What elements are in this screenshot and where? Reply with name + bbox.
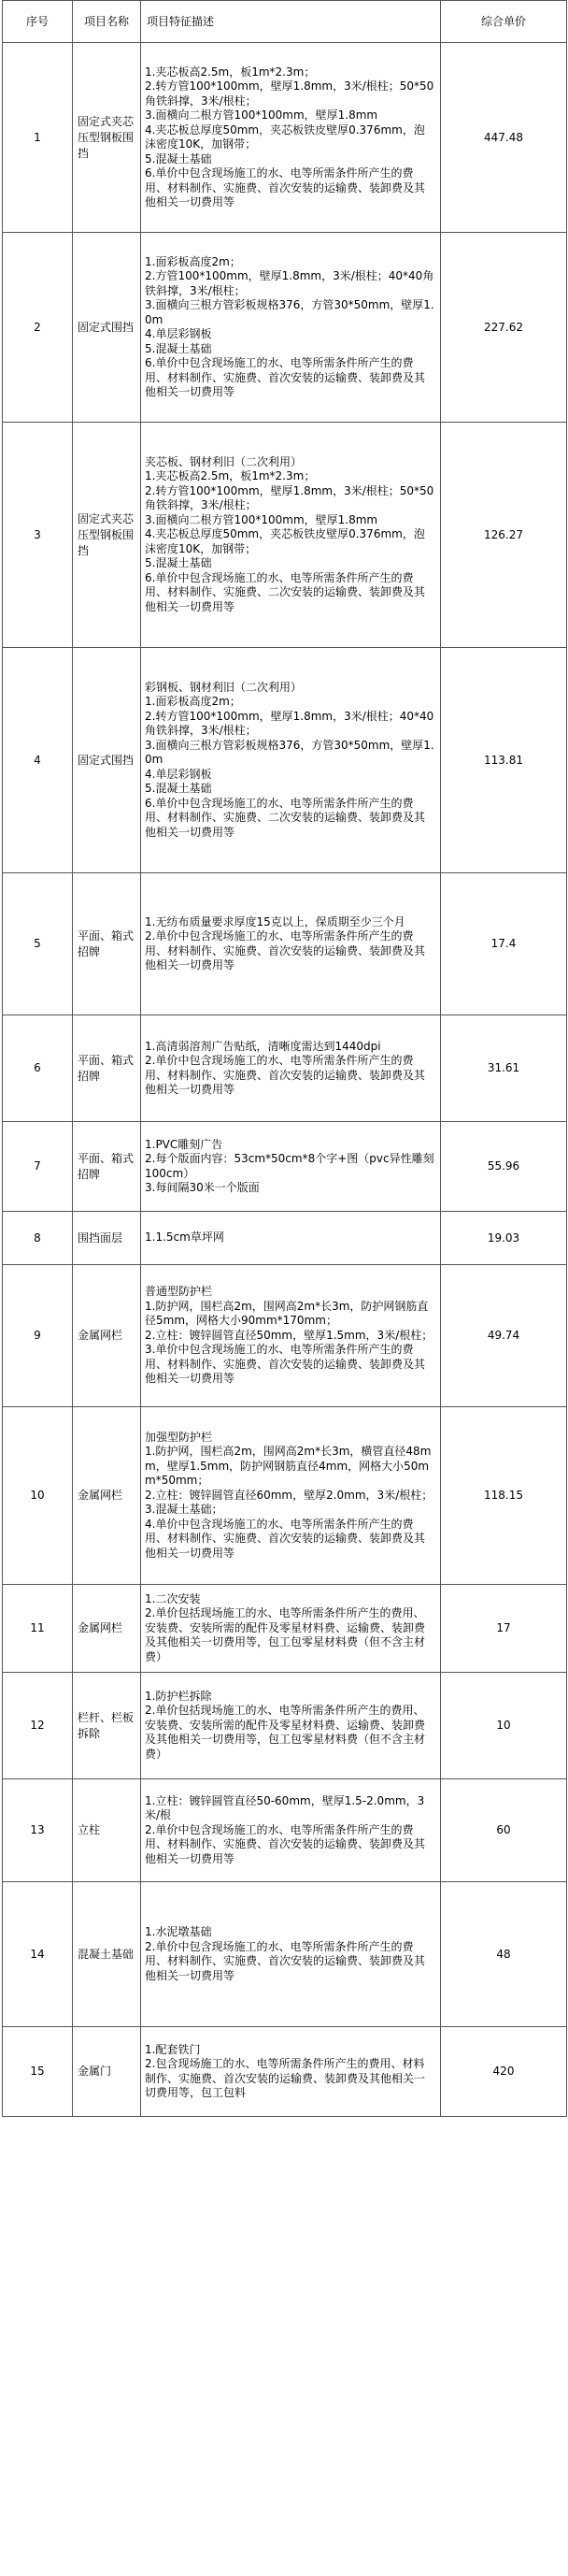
description-line: 1.高清弱溶剂广告贴纸，清晰度需达到1440dpi (145, 1039, 381, 1053)
description-line: 2.单价中包含现场施工的水、电等所需条件所产生的费用、材料制作、实施费、首次安装的运输费、装卸费及其他相关一切费用等 (145, 1054, 426, 1096)
description-line: 6.单价中包含现场施工的水、电等所需条件所产生的费用、材料制作、实施费、二次安装的运输费、装卸费及其他相关一切费用等 (145, 796, 426, 839)
row-item-name: 栏杆、栏板拆除 (73, 1673, 141, 1779)
table-row (3, 1015, 567, 1122)
description-line: 3.面横向二根方管100*100mm，壁厚1.8mm (145, 108, 378, 122)
description-line: 普通型防护栏 (145, 1285, 213, 1299)
row-unit-price: 420 (441, 2027, 567, 2117)
row-item-name: 平面、箱式招牌 (73, 1015, 141, 1122)
description-line: 3.每间隔30米一个版面 (145, 1181, 260, 1194)
row-unit-price: 49.74 (441, 1265, 567, 1407)
row-description (141, 648, 441, 873)
table-body (3, 43, 567, 2117)
header-seq: 序号 (3, 1, 73, 43)
header-unit-price: 综合单价 (441, 1, 567, 43)
description-line: 2.转方管100*100mm，壁厚1.8mm，3米/根柱；50*50角铁斜撑，3米/根柱； (145, 79, 434, 108)
description-line: 6.单价中包含现场施工的水、电等所需条件所产生的费用、材料制作、实施费、首次安装的运输费、装卸费及其他相关一切费用等 (145, 166, 426, 209)
row-unit-price: 19.03 (441, 1212, 567, 1265)
row-unit-price: 48 (441, 1882, 567, 2027)
price-table (2, 0, 567, 2117)
table-row (3, 1265, 567, 1407)
row-description (141, 1673, 441, 1779)
row-description (141, 1015, 441, 1122)
description-line: 3.面横向二根方管100*100mm，壁厚1.8mm (145, 512, 378, 526)
row-unit-price: 17 (441, 1585, 567, 1673)
row-unit-price: 10 (441, 1673, 567, 1779)
description-line: 2.单价中包含现场施工的水、电等所需条件所产生的费用、材料制作、实施费、首次安装的运输费、装卸费及其他相关一切费用等 (145, 1939, 426, 1982)
description-line: 6.单价中包含现场施工的水、电等所需条件所产生的费用、材料制作、实施费、二次安装的运输费、装卸费及其他相关一切费用等 (145, 570, 426, 613)
table-row (3, 1122, 567, 1212)
row-description (141, 1779, 441, 1882)
table-row (3, 1882, 567, 2027)
row-seq: 15 (3, 2027, 73, 2117)
description-line: 2.立柱：镀锌圆管直径50mm，壁厚1.5mm，3米/根柱； (145, 1328, 433, 1342)
row-item-name: 立柱 (73, 1779, 141, 1882)
row-description (141, 423, 441, 648)
row-seq: 3 (3, 423, 73, 648)
row-description (141, 1122, 441, 1212)
row-item-name: 金属网栏 (73, 1265, 141, 1407)
row-description (141, 2027, 441, 2117)
description-line: 3.混凝土基础； (145, 1503, 223, 1517)
description-line: 1.PVC雕刻广告 (145, 1137, 223, 1151)
description-line: 1.二次安装 (145, 1591, 201, 1605)
description-line: 5.混凝土基础 (145, 782, 212, 796)
row-item-name: 平面、箱式招牌 (73, 1122, 141, 1212)
description-line: 1.1.5cm草坪网 (145, 1230, 224, 1245)
row-item-name: 固定式夹芯压型钢板围挡 (73, 423, 141, 648)
table-row (3, 233, 567, 423)
description-line: 1.无纺布质量要求厚度15克以上，保质期至少三个月 (145, 914, 405, 928)
row-unit-price: 31.61 (441, 1015, 567, 1122)
description-line: 彩钢板、钢材利旧（二次利用） (145, 680, 303, 694)
row-seq: 11 (3, 1585, 73, 1673)
row-unit-price: 60 (441, 1779, 567, 1882)
description-line: 1.面彩板高度2m； (145, 254, 241, 268)
row-seq: 6 (3, 1015, 73, 1122)
row-item-name: 混凝土基础 (73, 1882, 141, 2027)
description-line: 4.单层彩钢板 (145, 767, 212, 781)
description-line: 2.包含现场施工的水、电等所需条件所产生的费用、材料制作、实施费、首次安装的运输费、装卸费及其他相关一切费用等，包工包料 (145, 2057, 426, 2099)
description-line: 5.混凝土基础 (145, 556, 212, 570)
description-line: 2.单价中包含现场施工的水、电等所需条件所产生的费用、材料制作、实施费、首次安装的运输费、装卸费及其他相关一切费用等 (145, 1822, 426, 1865)
table-row (3, 423, 567, 648)
row-unit-price: 227.62 (441, 233, 567, 423)
description-line: 1.夹芯板高2.5m，板1m*2.3m； (145, 469, 316, 483)
row-seq: 7 (3, 1122, 73, 1212)
table-row (3, 1407, 567, 1585)
table-row (3, 1212, 567, 1265)
description-line: 2.单价包括现场施工的水、电等所需条件所产生的费用、安装费、安装所需的配件及零星材料费、运输费、装卸费及其他相关一切费用等，包工包零星材料费（但不含主材费） (145, 1606, 426, 1663)
description-line: 1.立柱：镀锌圆管直径50-60mm，壁厚1.5-2.0mm，3米/根 (145, 1793, 425, 1822)
description-line: 1.防护网，围栏高2m，围网高2m*长3m，防护网钢筋直径5mm，网格大小90mm*170mm； (145, 1299, 429, 1328)
row-item-name: 金属网栏 (73, 1407, 141, 1585)
row-seq: 5 (3, 873, 73, 1015)
description-line: 4.夹芯板总厚度50mm，夹芯板铁皮壁厚0.376mm，泡沫密度10K，加钢带； (145, 122, 425, 151)
row-item-name: 固定式围挡 (73, 648, 141, 873)
table-header-row (3, 1, 567, 43)
row-item-name: 固定式夹芯压型钢板围挡 (73, 43, 141, 233)
row-description (141, 873, 441, 1015)
description-line: 1.夹芯板高2.5m，板1m*2.3m； (145, 65, 316, 79)
description-line: 1.防护网，围栏高2m，围网高2m*长3m，横管直径48mm，壁厚1.5mm，防护网钢筋直径4mm，网格大小50mm*50mm； (145, 1445, 432, 1488)
row-unit-price: 447.48 (441, 43, 567, 233)
description-line: 5.混凝土基础 (145, 151, 212, 165)
row-description (141, 1882, 441, 2027)
description-line: 1.防护栏拆除 (145, 1689, 212, 1703)
description-line: 5.混凝土基础 (145, 341, 212, 355)
table-row (3, 1779, 567, 1882)
description-line: 2.单价包括现场施工的水、电等所需条件所产生的费用、安装费、安装所需的配件及零星材料费、运输费、装卸费及其他相关一切费用等，包工包零星材料费（但不含主材费） (145, 1704, 426, 1761)
description-line: 3.面横向三根方管彩板规格376，方管30*50mm，壁厚1.0m (145, 298, 434, 326)
row-seq: 8 (3, 1212, 73, 1265)
row-seq: 9 (3, 1265, 73, 1407)
description-line: 1.面彩板高度2m； (145, 695, 241, 709)
table-row (3, 1585, 567, 1673)
row-description (141, 1212, 441, 1265)
row-unit-price: 55.96 (441, 1122, 567, 1212)
row-unit-price: 17.4 (441, 873, 567, 1015)
row-description (141, 1407, 441, 1585)
header-description: 项目特征描述 (141, 1, 441, 43)
row-seq: 1 (3, 43, 73, 233)
table-row (3, 1673, 567, 1779)
description-line: 4.夹芯板总厚度50mm，夹芯板铁皮壁厚0.376mm，泡沫密度10K，加钢带； (145, 527, 425, 555)
table-row (3, 873, 567, 1015)
row-description (141, 233, 441, 423)
row-seq: 10 (3, 1407, 73, 1585)
row-description (141, 1585, 441, 1673)
row-unit-price: 113.81 (441, 648, 567, 873)
description-line: 3.面横向三根方管彩板规格376，方管30*50mm，壁厚1.0m (145, 738, 434, 767)
table-row (3, 648, 567, 873)
description-line: 2.单价中包含现场施工的水、电等所需条件所产生的费用、材料制作、实施费、首次安装的运输费、装卸费及其他相关一切费用等 (145, 929, 426, 971)
row-seq: 13 (3, 1779, 73, 1882)
row-description (141, 43, 441, 233)
row-item-name: 围挡面层 (73, 1212, 141, 1265)
row-unit-price: 118.15 (441, 1407, 567, 1585)
row-unit-price: 126.27 (441, 423, 567, 648)
row-item-name: 金属网栏 (73, 1585, 141, 1673)
row-seq: 4 (3, 648, 73, 873)
description-line: 2.立柱：镀锌圆管直径60mm，壁厚2.0mm，3米/根柱； (145, 1488, 433, 1502)
table-row (3, 2027, 567, 2117)
description-line: 6.单价中包含现场施工的水、电等所需条件所产生的费用、材料制作、实施费、首次安装的运输费、装卸费及其他相关一切费用等 (145, 356, 426, 398)
description-line: 1.配套铁门 (145, 2042, 201, 2056)
row-item-name: 金属门 (73, 2027, 141, 2117)
row-seq: 14 (3, 1882, 73, 2027)
row-seq: 12 (3, 1673, 73, 1779)
table-row (3, 43, 567, 233)
description-line: 2.方管100*100mm，壁厚1.8mm，3米/根柱；40*40角铁斜撑，3米/根柱； (145, 269, 434, 297)
description-line: 夹芯板、钢材利旧（二次利用） (145, 454, 303, 468)
description-line: 2.每个版面内容：53cm*50cm*8个字+图（pvc异性雕刻100cm） (145, 1152, 434, 1180)
description-line: 加强型防护栏 (145, 1430, 213, 1444)
row-description (141, 1265, 441, 1407)
description-line: 2.转方管100*100mm，壁厚1.8mm，3米/根柱；40*40角铁斜撑，3米/根柱； (145, 709, 434, 738)
description-line: 2.转方管100*100mm，壁厚1.8mm，3米/根柱；50*50角铁斜撑，3米/根柱； (145, 483, 434, 512)
description-line: 4.单价中包含现场施工的水、电等所需条件所产生的费用、材料制作、实施费、首次安装的运输费、装卸费及其他相关一切费用等 (145, 1517, 426, 1560)
row-item-name: 平面、箱式招牌 (73, 873, 141, 1015)
description-line: 3.单价中包含现场施工的水、电等所需条件所产生的费用、材料制作、实施费、首次安装的运输费、装卸费及其他相关一切费用等 (145, 1343, 426, 1386)
description-line: 4.单层彩钢板 (145, 327, 212, 340)
header-item-name: 项目名称 (73, 1, 141, 43)
row-seq: 2 (3, 233, 73, 423)
row-item-name: 固定式围挡 (73, 233, 141, 423)
description-line: 1.水泥墩基础 (145, 1925, 212, 1938)
